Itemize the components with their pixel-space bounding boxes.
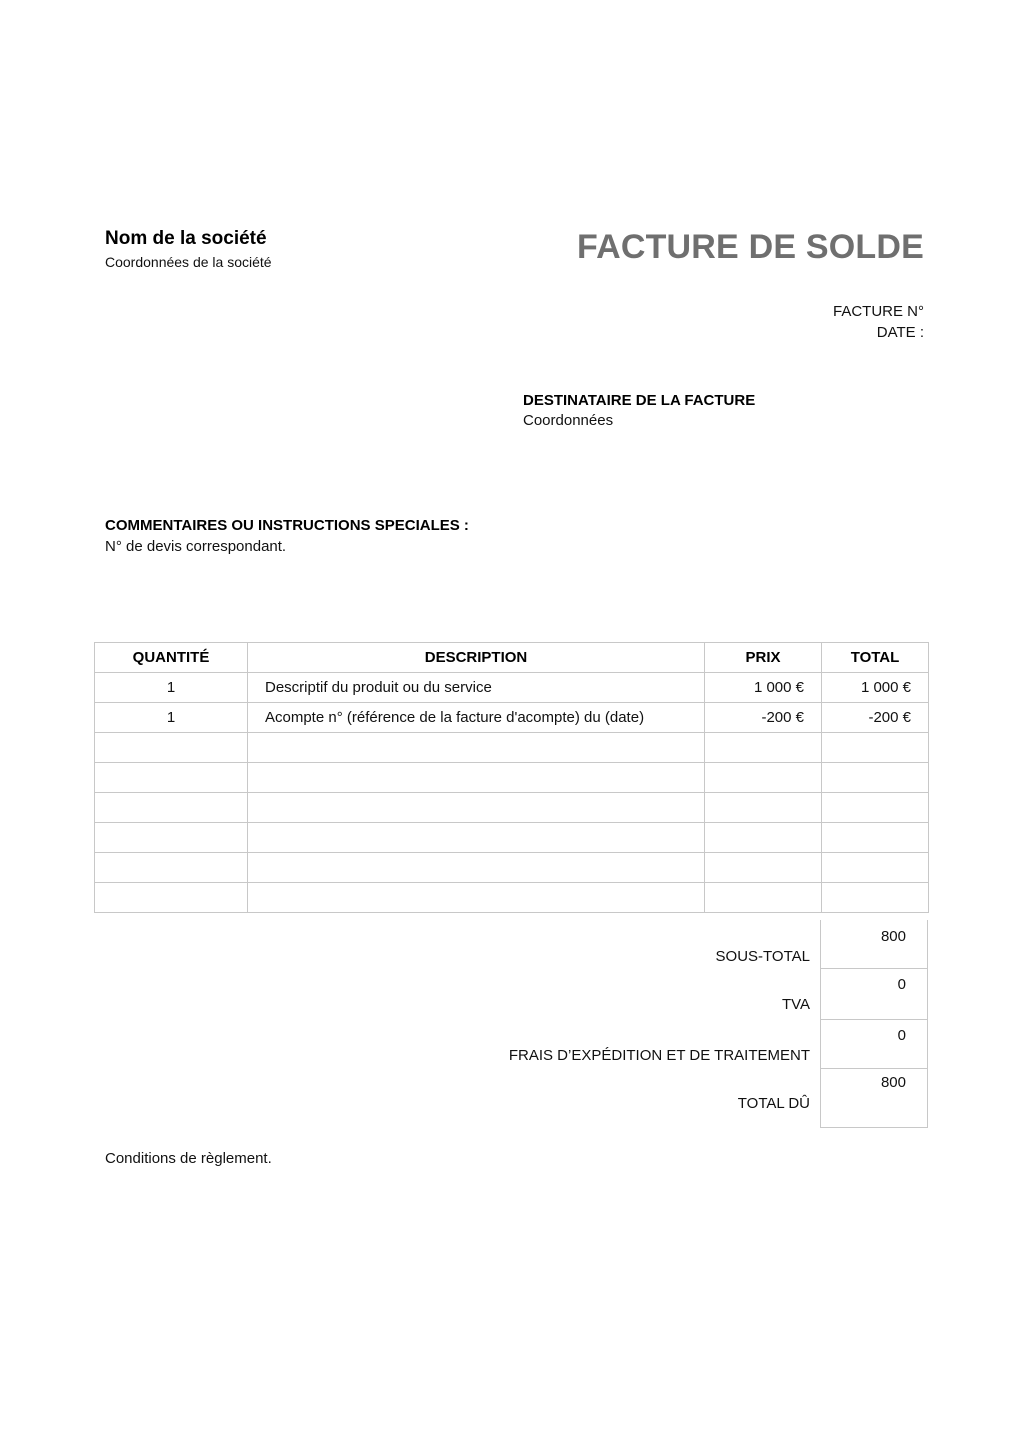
cell-total [822, 733, 929, 763]
header-total: TOTAL [822, 643, 929, 673]
totals-divider [820, 1019, 928, 1020]
cell-description [248, 763, 705, 793]
cell-total [822, 793, 929, 823]
table-row [95, 703, 929, 733]
cell-price [705, 883, 822, 913]
invoice-number-label: FACTURE N° [832, 303, 924, 320]
cell-total [822, 853, 929, 883]
shipping-label: FRAIS D’EXPÉDITION ET DE TRAITEMENT [508, 1047, 810, 1064]
cell-description: Descriptif du produit ou du service [248, 673, 705, 703]
cell-description [248, 853, 705, 883]
total-due-label: TOTAL DÛ [737, 1095, 810, 1112]
recipient-heading: DESTINATAIRE DE LA FACTURE [523, 392, 756, 409]
cell-total: 1 000 € [822, 673, 929, 703]
subtotal-value: 800 [880, 928, 906, 945]
totals-box [820, 920, 928, 1128]
invoice-meta [833, 301, 924, 343]
header-description: DESCRIPTION [248, 643, 705, 673]
subtotal-label: SOUS-TOTAL [715, 948, 810, 965]
company-name: Nom de la société [105, 228, 267, 249]
payment-conditions: Conditions de règlement. [105, 1150, 272, 1167]
cell-quantity [95, 823, 248, 853]
cell-quantity: 1 [95, 703, 248, 733]
table-row [95, 733, 929, 763]
cell-price [705, 763, 822, 793]
cell-total [822, 763, 929, 793]
total-due-value: 800 [880, 1074, 906, 1091]
cell-total [822, 823, 929, 853]
tva-label: TVA [781, 996, 810, 1013]
document-title: FACTURE DE SOLDE [576, 228, 924, 266]
cell-quantity: 1 [95, 673, 248, 703]
table-row [95, 883, 929, 913]
table-row [95, 673, 929, 703]
header-quantity: QUANTITÉ [95, 643, 248, 673]
invoice-date-label: DATE : [876, 324, 924, 341]
table-row [95, 793, 929, 823]
table-row [95, 763, 929, 793]
cell-total: -200 € [822, 703, 929, 733]
cell-price [705, 853, 822, 883]
comments-heading: COMMENTAIRES OU INSTRUCTIONS SPECIALES : [105, 517, 469, 534]
cell-quantity [95, 793, 248, 823]
cell-price: 1 000 € [705, 673, 822, 703]
comments-text: N° de devis correspondant. [105, 538, 287, 555]
table-row [95, 823, 929, 853]
items-table [94, 642, 929, 913]
totals-divider [820, 968, 928, 969]
cell-price [705, 823, 822, 853]
recipient-details: Coordonnées [523, 412, 614, 429]
tva-value: 0 [897, 976, 906, 993]
cell-quantity [95, 853, 248, 883]
company-details: Coordonnées de la société [105, 254, 272, 270]
shipping-value: 0 [897, 1027, 906, 1044]
cell-quantity [95, 733, 248, 763]
header-price: PRIX [705, 643, 822, 673]
cell-description [248, 883, 705, 913]
totals-divider [820, 1068, 928, 1069]
cell-quantity [95, 763, 248, 793]
cell-description [248, 733, 705, 763]
table-row [95, 853, 929, 883]
cell-price [705, 793, 822, 823]
cell-total [822, 883, 929, 913]
cell-price: -200 € [705, 703, 822, 733]
cell-price [705, 733, 822, 763]
cell-description [248, 823, 705, 853]
table-header-row [95, 643, 929, 673]
cell-description: Acompte n° (référence de la facture d'acompte) du (date) [248, 703, 705, 733]
cell-description [248, 793, 705, 823]
cell-quantity [95, 883, 248, 913]
